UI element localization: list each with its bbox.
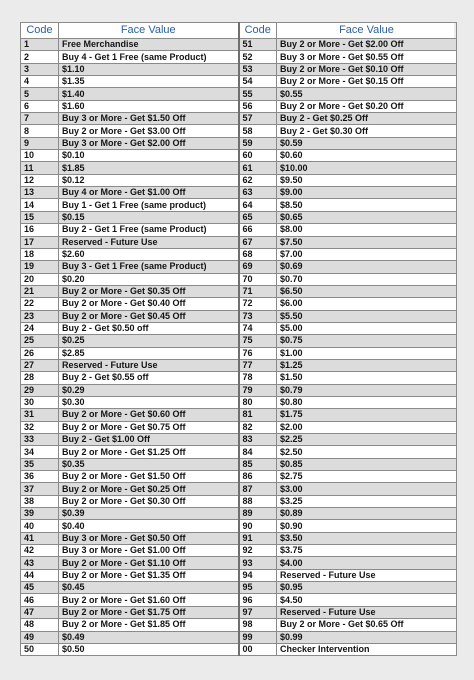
face-value-cell-left: $1.40 — [59, 88, 239, 100]
face-value-cell-right: $2.00 — [277, 421, 457, 433]
code-cell-left: 20 — [21, 273, 59, 285]
table-row — [21, 261, 457, 273]
table-row — [21, 199, 457, 211]
face-value-cell-right: $9.00 — [277, 187, 457, 199]
face-value-cell-right: Buy 2 or More - Get $2.00 Off — [277, 39, 457, 51]
face-value-cell-left: $0.29 — [59, 384, 239, 396]
code-cell-left: 23 — [21, 310, 59, 322]
face-value-cell-left: $0.40 — [59, 520, 239, 532]
face-value-cell-left: $0.35 — [59, 458, 239, 470]
code-cell-right: 99 — [239, 631, 277, 643]
face-value-cell-left: Buy 3 or More - Get $1.00 Off — [59, 545, 239, 557]
face-value-cell-left: Buy 4 - Get 1 Free (same Product) — [59, 51, 239, 63]
table-row — [21, 285, 457, 297]
table-row — [21, 174, 457, 186]
face-value-cell-left: Buy 2 or More - Get $0.25 Off — [59, 483, 239, 495]
face-value-cell-left: Buy 2 or More - Get $3.00 Off — [59, 125, 239, 137]
table-row — [21, 273, 457, 285]
table-row — [21, 557, 457, 569]
header-face-value-right: Face Value — [277, 23, 457, 39]
coupon-code-table — [20, 22, 457, 656]
code-cell-left: 45 — [21, 582, 59, 594]
table-row — [21, 446, 457, 458]
table-row — [21, 458, 457, 470]
table-row — [21, 483, 457, 495]
header-face-value-left: Face Value — [59, 23, 239, 39]
face-value-cell-right: $3.50 — [277, 532, 457, 544]
code-cell-left: 8 — [21, 125, 59, 137]
face-value-cell-left: $1.35 — [59, 76, 239, 88]
table-row — [21, 125, 457, 137]
face-value-cell-right: $5.50 — [277, 310, 457, 322]
face-value-cell-right: $1.00 — [277, 347, 457, 359]
face-value-cell-left: Buy 4 or More - Get $1.00 Off — [59, 187, 239, 199]
table-row — [21, 137, 457, 149]
table-row — [21, 569, 457, 581]
code-cell-left: 48 — [21, 619, 59, 631]
code-cell-left: 7 — [21, 113, 59, 125]
code-cell-right: 65 — [239, 211, 277, 223]
face-value-cell-left: Free Merchandise — [59, 39, 239, 51]
code-cell-left: 22 — [21, 298, 59, 310]
code-cell-left: 5 — [21, 88, 59, 100]
face-value-cell-right: $0.69 — [277, 261, 457, 273]
table-row — [21, 150, 457, 162]
code-cell-right: 75 — [239, 335, 277, 347]
table-row — [21, 359, 457, 371]
face-value-cell-right: $9.50 — [277, 174, 457, 186]
face-value-cell-right: $0.65 — [277, 211, 457, 223]
code-cell-left: 19 — [21, 261, 59, 273]
code-cell-left: 41 — [21, 532, 59, 544]
face-value-cell-left: $0.10 — [59, 150, 239, 162]
code-cell-right: 69 — [239, 261, 277, 273]
face-value-cell-left: $1.85 — [59, 162, 239, 174]
code-cell-left: 10 — [21, 150, 59, 162]
table-row — [21, 310, 457, 322]
face-value-cell-left: $0.50 — [59, 643, 239, 655]
face-value-cell-left: Buy 2 - Get 1 Free (same Product) — [59, 224, 239, 236]
face-value-cell-left: Buy 3 - Get 1 Free (same Product) — [59, 261, 239, 273]
face-value-cell-left: $0.30 — [59, 396, 239, 408]
table-row — [21, 347, 457, 359]
code-cell-right: 87 — [239, 483, 277, 495]
code-cell-left: 1 — [21, 39, 59, 51]
code-cell-left: 32 — [21, 421, 59, 433]
code-cell-right: 61 — [239, 162, 277, 174]
code-cell-right: 54 — [239, 76, 277, 88]
code-cell-left: 31 — [21, 409, 59, 421]
code-cell-right: 88 — [239, 495, 277, 507]
face-value-cell-left: Buy 2 or More - Get $1.85 Off — [59, 619, 239, 631]
face-value-cell-right: $10.00 — [277, 162, 457, 174]
table-row — [21, 619, 457, 631]
code-cell-right: 74 — [239, 322, 277, 334]
face-value-cell-left: Buy 2 or More - Get $0.45 Off — [59, 310, 239, 322]
face-value-cell-right: Buy 2 - Get $0.25 Off — [277, 113, 457, 125]
code-cell-left: 43 — [21, 557, 59, 569]
face-value-cell-left: Buy 2 or More - Get $1.10 Off — [59, 557, 239, 569]
face-value-cell-right: $3.75 — [277, 545, 457, 557]
code-cell-right: 60 — [239, 150, 277, 162]
face-value-cell-left: Buy 2 or More - Get $0.40 Off — [59, 298, 239, 310]
table-row — [21, 532, 457, 544]
code-cell-right: 71 — [239, 285, 277, 297]
face-value-cell-right: $0.90 — [277, 520, 457, 532]
code-cell-left: 17 — [21, 236, 59, 248]
face-value-cell-right: $6.50 — [277, 285, 457, 297]
code-cell-right: 82 — [239, 421, 277, 433]
code-cell-left: 6 — [21, 100, 59, 112]
face-value-cell-left: $0.12 — [59, 174, 239, 186]
table-row — [21, 372, 457, 384]
code-cell-right: 90 — [239, 520, 277, 532]
code-cell-left: 16 — [21, 224, 59, 236]
face-value-cell-right: $4.00 — [277, 557, 457, 569]
code-cell-right: 77 — [239, 359, 277, 371]
face-value-cell-right: $0.79 — [277, 384, 457, 396]
face-value-cell-left: Reserved - Future Use — [59, 236, 239, 248]
face-value-cell-left: Buy 2 or More - Get $1.35 Off — [59, 569, 239, 581]
face-value-cell-left: $0.49 — [59, 631, 239, 643]
header-code-right: Code — [239, 23, 277, 39]
code-cell-right: 66 — [239, 224, 277, 236]
face-value-cell-left: Buy 2 - Get $0.55 off — [59, 372, 239, 384]
face-value-cell-left: $1.10 — [59, 63, 239, 75]
table-row — [21, 421, 457, 433]
table-row — [21, 643, 457, 655]
face-value-cell-left: Buy 3 or More - Get $2.00 Off — [59, 137, 239, 149]
header-code-left: Code — [21, 23, 59, 39]
code-cell-left: 2 — [21, 51, 59, 63]
face-value-cell-right: $0.75 — [277, 335, 457, 347]
code-cell-left: 37 — [21, 483, 59, 495]
face-value-cell-right: $0.95 — [277, 582, 457, 594]
face-value-cell-right: $1.75 — [277, 409, 457, 421]
code-cell-right: 57 — [239, 113, 277, 125]
face-value-cell-right: $3.25 — [277, 495, 457, 507]
code-cell-left: 27 — [21, 359, 59, 371]
code-cell-right: 80 — [239, 396, 277, 408]
code-cell-right: 83 — [239, 434, 277, 446]
code-cell-right: 64 — [239, 199, 277, 211]
face-value-cell-right: $0.70 — [277, 273, 457, 285]
face-value-cell-right: $5.00 — [277, 322, 457, 334]
face-value-cell-right: Buy 3 or More - Get $0.55 Off — [277, 51, 457, 63]
code-cell-right: 68 — [239, 248, 277, 260]
code-cell-right: 59 — [239, 137, 277, 149]
table-row — [21, 396, 457, 408]
code-cell-right: 76 — [239, 347, 277, 359]
code-cell-left: 50 — [21, 643, 59, 655]
table-row — [21, 520, 457, 532]
table-row — [21, 51, 457, 63]
table-row — [21, 545, 457, 557]
code-cell-left: 11 — [21, 162, 59, 174]
table-row — [21, 88, 457, 100]
code-cell-right: 72 — [239, 298, 277, 310]
code-cell-right: 51 — [239, 39, 277, 51]
face-value-cell-left: Buy 2 or More - Get $1.60 Off — [59, 594, 239, 606]
code-cell-right: 62 — [239, 174, 277, 186]
face-value-cell-left: Buy 2 or More - Get $0.60 Off — [59, 409, 239, 421]
table-row — [21, 322, 457, 334]
code-cell-right: 00 — [239, 643, 277, 655]
table-row — [21, 113, 457, 125]
code-cell-right: 56 — [239, 100, 277, 112]
table-row — [21, 594, 457, 606]
code-cell-right: 92 — [239, 545, 277, 557]
code-cell-right: 55 — [239, 88, 277, 100]
code-cell-left: 13 — [21, 187, 59, 199]
code-cell-left: 24 — [21, 322, 59, 334]
face-value-cell-right: Buy 2 or More - Get $0.10 Off — [277, 63, 457, 75]
code-cell-left: 42 — [21, 545, 59, 557]
face-value-cell-right: $0.55 — [277, 88, 457, 100]
face-value-cell-left: $0.20 — [59, 273, 239, 285]
face-value-cell-left: $0.25 — [59, 335, 239, 347]
table-row — [21, 508, 457, 520]
code-cell-left: 9 — [21, 137, 59, 149]
face-value-cell-right: Buy 2 - Get $0.30 Off — [277, 125, 457, 137]
face-value-cell-left: Buy 1 - Get 1 Free (same product) — [59, 199, 239, 211]
table-row — [21, 335, 457, 347]
face-value-cell-left: Buy 3 or More - Get $0.50 Off — [59, 532, 239, 544]
table-row — [21, 631, 457, 643]
face-value-cell-left: Buy 3 or More - Get $1.50 Off — [59, 113, 239, 125]
code-cell-left: 15 — [21, 211, 59, 223]
face-value-cell-right: $6.00 — [277, 298, 457, 310]
face-value-cell-left: Buy 2 or More - Get $1.50 Off — [59, 471, 239, 483]
code-cell-right: 96 — [239, 594, 277, 606]
face-value-cell-right: $1.50 — [277, 372, 457, 384]
code-cell-right: 63 — [239, 187, 277, 199]
code-cell-left: 12 — [21, 174, 59, 186]
code-cell-right: 81 — [239, 409, 277, 421]
face-value-cell-left: Buy 2 or More - Get $0.30 Off — [59, 495, 239, 507]
face-value-cell-left: $2.60 — [59, 248, 239, 260]
face-value-cell-right: $3.00 — [277, 483, 457, 495]
code-cell-right: 70 — [239, 273, 277, 285]
code-cell-left: 38 — [21, 495, 59, 507]
code-cell-left: 40 — [21, 520, 59, 532]
code-cell-right: 67 — [239, 236, 277, 248]
code-cell-right: 53 — [239, 63, 277, 75]
table-row — [21, 224, 457, 236]
table-row — [21, 248, 457, 260]
code-cell-left: 14 — [21, 199, 59, 211]
code-cell-right: 79 — [239, 384, 277, 396]
code-cell-left: 46 — [21, 594, 59, 606]
face-value-cell-left: Buy 2 or More - Get $0.75 Off — [59, 421, 239, 433]
table-row — [21, 236, 457, 248]
face-value-cell-left: $1.60 — [59, 100, 239, 112]
code-cell-left: 47 — [21, 606, 59, 618]
code-cell-left: 21 — [21, 285, 59, 297]
table-row — [21, 100, 457, 112]
code-cell-left: 33 — [21, 434, 59, 446]
table-row — [21, 187, 457, 199]
code-cell-left: 25 — [21, 335, 59, 347]
face-value-cell-left: $0.39 — [59, 508, 239, 520]
face-value-cell-right: $8.00 — [277, 224, 457, 236]
face-value-cell-left: Reserved - Future Use — [59, 359, 239, 371]
face-value-cell-right: $1.25 — [277, 359, 457, 371]
code-cell-left: 34 — [21, 446, 59, 458]
code-cell-left: 29 — [21, 384, 59, 396]
table-row — [21, 582, 457, 594]
code-cell-left: 4 — [21, 76, 59, 88]
face-value-cell-left: $0.15 — [59, 211, 239, 223]
face-value-cell-right: Reserved - Future Use — [277, 569, 457, 581]
code-cell-right: 97 — [239, 606, 277, 618]
code-cell-right: 91 — [239, 532, 277, 544]
code-cell-left: 44 — [21, 569, 59, 581]
table-row — [21, 76, 457, 88]
face-value-cell-right: $0.60 — [277, 150, 457, 162]
code-cell-left: 30 — [21, 396, 59, 408]
face-value-cell-right: $0.59 — [277, 137, 457, 149]
code-cell-left: 3 — [21, 63, 59, 75]
face-value-cell-right: $0.80 — [277, 396, 457, 408]
face-value-cell-right: Buy 2 or More - Get $0.15 Off — [277, 76, 457, 88]
code-cell-left: 39 — [21, 508, 59, 520]
table-body — [21, 39, 457, 656]
code-cell-left: 28 — [21, 372, 59, 384]
code-cell-left: 18 — [21, 248, 59, 260]
table-row — [21, 434, 457, 446]
face-value-cell-right: $7.50 — [277, 236, 457, 248]
code-cell-right: 84 — [239, 446, 277, 458]
code-cell-left: 49 — [21, 631, 59, 643]
face-value-cell-left: $2.85 — [59, 347, 239, 359]
table-row — [21, 471, 457, 483]
table-row — [21, 495, 457, 507]
code-cell-left: 26 — [21, 347, 59, 359]
code-cell-right: 94 — [239, 569, 277, 581]
code-cell-right: 98 — [239, 619, 277, 631]
face-value-cell-right: $4.50 — [277, 594, 457, 606]
table-row — [21, 162, 457, 174]
code-cell-right: 89 — [239, 508, 277, 520]
face-value-cell-right: Checker Intervention — [277, 643, 457, 655]
face-value-cell-right: $2.75 — [277, 471, 457, 483]
code-cell-right: 58 — [239, 125, 277, 137]
face-value-cell-left: Buy 2 or More - Get $1.25 Off — [59, 446, 239, 458]
code-cell-left: 35 — [21, 458, 59, 470]
code-cell-right: 86 — [239, 471, 277, 483]
face-value-cell-left: Buy 2 - Get $1.00 Off — [59, 434, 239, 446]
table-row — [21, 63, 457, 75]
face-value-cell-right: $8.50 — [277, 199, 457, 211]
face-value-cell-left: Buy 2 - Get $0.50 off — [59, 322, 239, 334]
face-value-cell-right: Buy 2 or More - Get $0.20 Off — [277, 100, 457, 112]
table-row — [21, 211, 457, 223]
face-value-cell-right: $0.89 — [277, 508, 457, 520]
face-value-cell-right: $0.99 — [277, 631, 457, 643]
code-cell-right: 93 — [239, 557, 277, 569]
table-row — [21, 298, 457, 310]
coupon-code-table-sheet — [20, 22, 454, 656]
code-cell-right: 52 — [239, 51, 277, 63]
face-value-cell-right: $2.25 — [277, 434, 457, 446]
table-row — [21, 606, 457, 618]
face-value-cell-left: $0.45 — [59, 582, 239, 594]
face-value-cell-left: Buy 2 or More - Get $1.75 Off — [59, 606, 239, 618]
face-value-cell-right: $0.85 — [277, 458, 457, 470]
table-row — [21, 39, 457, 51]
header-row — [21, 23, 457, 39]
face-value-cell-right: $2.50 — [277, 446, 457, 458]
code-cell-right: 85 — [239, 458, 277, 470]
face-value-cell-left: Buy 2 or More - Get $0.35 Off — [59, 285, 239, 297]
code-cell-right: 78 — [239, 372, 277, 384]
face-value-cell-right: $7.00 — [277, 248, 457, 260]
code-cell-right: 73 — [239, 310, 277, 322]
face-value-cell-right: Reserved - Future Use — [277, 606, 457, 618]
table-row — [21, 409, 457, 421]
table-row — [21, 384, 457, 396]
code-cell-right: 95 — [239, 582, 277, 594]
face-value-cell-right: Buy 2 or More - Get $0.65 Off — [277, 619, 457, 631]
code-cell-left: 36 — [21, 471, 59, 483]
